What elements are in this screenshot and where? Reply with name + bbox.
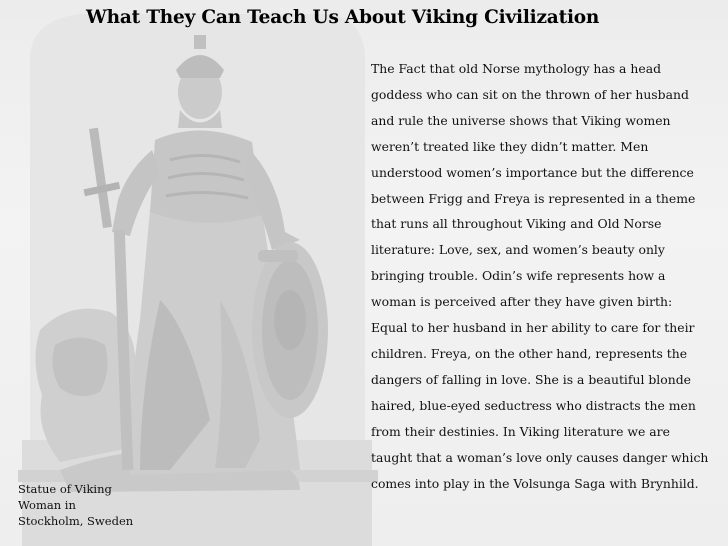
body-line: dangers of falling in love. She is a beautiful blonde [371, 371, 691, 387]
body-line: weren’t treated like they didn’t matter. Men [371, 138, 649, 154]
body-line: The Fact that old Norse mythology has a head [371, 61, 662, 76]
body-line: from their destinies. In Viking literature we are [371, 423, 670, 439]
body-paragraph [371, 56, 721, 496]
body-line: that runs all throughout Viking and Old Norse [371, 216, 662, 232]
body-line: and rule the universe shows that Viking women [371, 112, 671, 128]
body-line: comes into play in the Volsunga Saga with Brynhild. [371, 475, 699, 491]
body-line: Equal to her husband in her ability to care for their [371, 320, 695, 336]
body-line: goddess who can sit on the thrown of her husband [371, 86, 689, 102]
body-line: literature: Love, sex, and women’s beauty only [371, 242, 665, 258]
slide-title: What They Can Teach Us About Viking Civilization [86, 7, 600, 28]
body-line: taught that a woman’s love only causes danger which [371, 449, 709, 465]
caption-line: Stockholm, Sweden [18, 514, 134, 528]
body-line: bringing trouble. Odin’s wife represents how a [371, 268, 666, 284]
body-line: haired, blue-eyed seductress who distracts the men [371, 397, 696, 413]
body-line: between Frigg and Freya is represented in a theme [371, 190, 696, 206]
caption-line: Statue of Viking [18, 482, 112, 496]
body-line: woman is perceived after they have given birth: [371, 294, 673, 310]
caption-line: Woman in [18, 498, 76, 512]
image-caption [18, 481, 133, 529]
body-line: children. Freya, on the other hand, represents the [371, 345, 688, 361]
body-line: understood women’s importance but the difference [371, 164, 694, 180]
